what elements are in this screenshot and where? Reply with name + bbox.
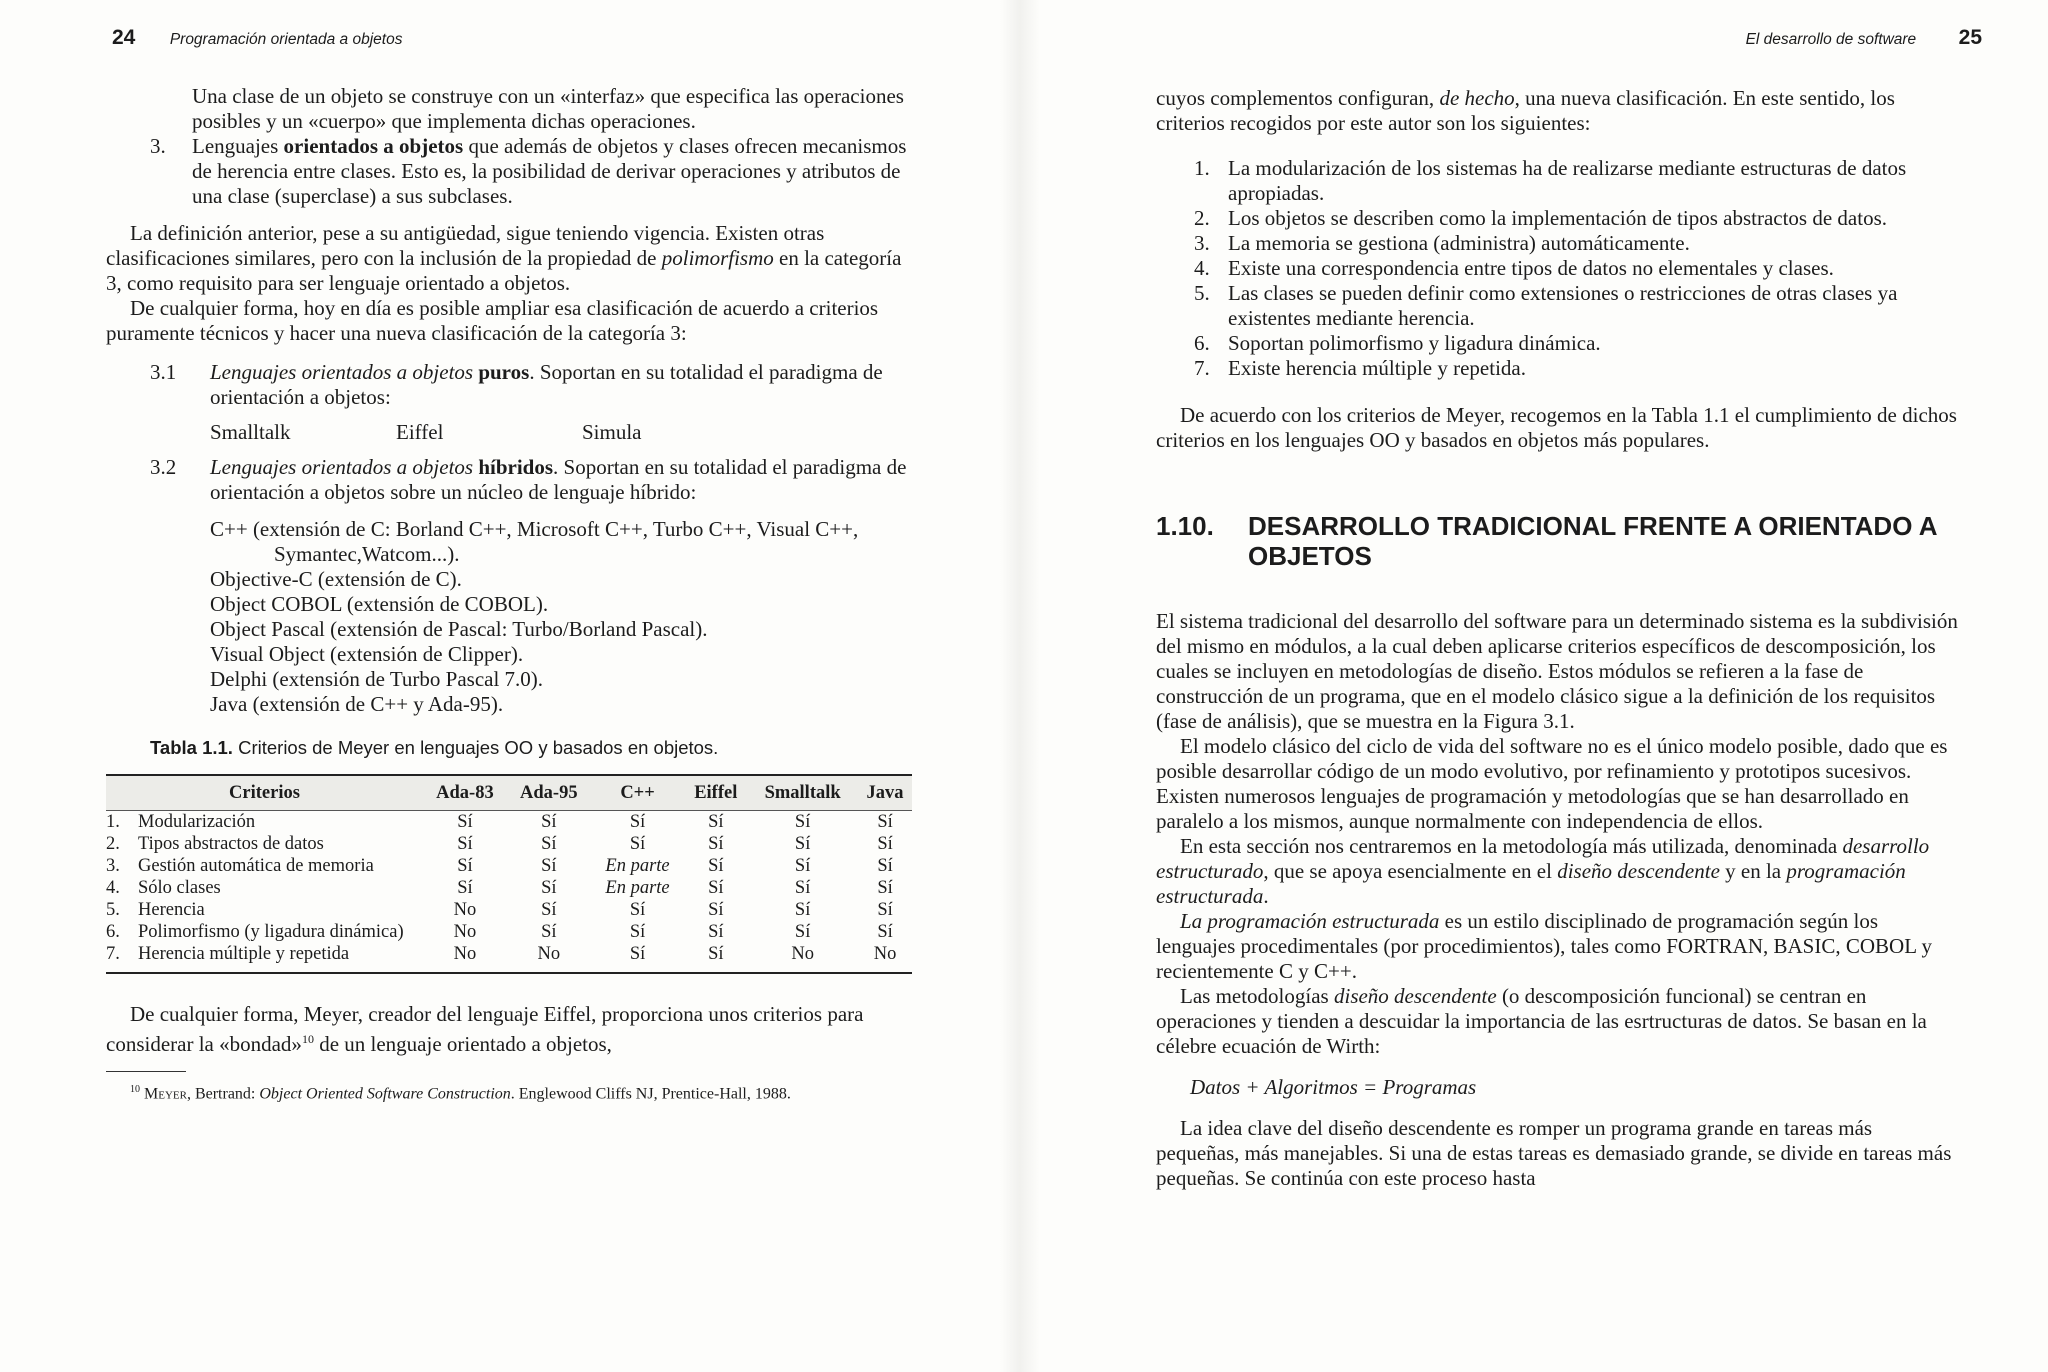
- wirth-formula: Datos + Algoritmos = Programas: [1190, 1075, 1477, 1099]
- text-run-italic: diseño descendente: [1333, 984, 1497, 1008]
- hybrid-language: Java (extensión de C++ y Ada-95).: [210, 692, 504, 716]
- table-caption: [150, 735, 912, 760]
- text-run: En esta sección nos centraremos en la metodología más utilizada, denominada: [1180, 834, 1843, 858]
- hybrid-languages: [210, 517, 912, 717]
- text-run: cuyos complementos configuran,: [1156, 86, 1440, 110]
- paragraph-definition: [106, 221, 912, 296]
- text-run: , una nueva clasificación. En este sentido, los criterios recogidos por este autor son los siguientes:: [1156, 86, 1895, 135]
- value-cell: Sí: [541, 812, 557, 832]
- right-body: [1156, 86, 1960, 1191]
- criterion-cell: Gestión automática de memoria: [138, 856, 374, 876]
- table-row: [106, 811, 912, 834]
- row-number: 6.: [106, 922, 120, 942]
- value-cell: Sí: [541, 900, 557, 920]
- criteria-list: [1194, 156, 1960, 381]
- item-number: 5.: [1194, 281, 1210, 305]
- value-cell: Sí: [629, 834, 646, 854]
- column-header: Criterios: [106, 775, 423, 811]
- value-cell: Sí: [877, 878, 893, 898]
- hybrid-language: Object Pascal (extensión de Pascal: Turbo/Borland Pascal).: [210, 617, 708, 641]
- item-text: Lenguajes: [192, 134, 284, 158]
- table-header-row: [106, 775, 912, 811]
- table-row: [106, 833, 912, 855]
- value-cell: Sí: [794, 856, 811, 876]
- table-caption-text: Criterios de Meyer en lenguajes OO y basados en objetos.: [238, 737, 719, 758]
- column-header: Eiffel: [684, 775, 747, 811]
- column-header: Java: [858, 775, 912, 811]
- value-cell: No: [858, 943, 912, 973]
- running-title: El desarrollo de software: [1745, 31, 1917, 48]
- value-cell: Sí: [629, 812, 646, 832]
- right-page: [1020, 0, 2048, 1372]
- left-header: [112, 26, 402, 50]
- value-cell: Sí: [541, 878, 557, 898]
- item-number: 1.: [1194, 156, 1210, 180]
- paragraph-meyer: [106, 1002, 912, 1057]
- column-header: Ada-95: [507, 775, 591, 811]
- text-run: y en la: [1719, 859, 1787, 883]
- footnote-number: 10: [130, 1084, 140, 1095]
- paragraph-class: Una clase de un objeto se construye con un «interfaz» que especifica las operaciones posibles y un «cuerpo» que implementa dichas operaciones.: [192, 84, 904, 133]
- hybrid-language: Delphi (extensión de Turbo Pascal 7.0).: [210, 667, 544, 691]
- item-number: 3.1: [150, 360, 177, 384]
- criteria-item: [1194, 281, 1960, 331]
- list-item-3: [150, 134, 912, 209]
- text-run: . Soportan en su totalidad el paradigma de orientación a objetos:: [210, 360, 883, 409]
- text-run: De cualquier forma, Meyer, creador del lenguaje Eiffel, proporciona unos criterios para considerar la «bondad»: [106, 1002, 864, 1056]
- value-cell: Sí: [541, 834, 557, 854]
- value-cell: Sí: [708, 922, 724, 942]
- value-cell: Sí: [708, 856, 724, 876]
- footnote-ref: 10: [301, 1032, 314, 1046]
- text-run: Las metodologías: [1180, 984, 1334, 1008]
- item-text: Las clases se pueden definir como extensiones o restricciones de otras clases ya existentes mediante herencia.: [1228, 281, 1898, 330]
- text-run-italic: desarrollo estructurado: [1156, 834, 1930, 883]
- column-header: C++: [591, 775, 685, 811]
- value-cell: Sí: [877, 812, 893, 832]
- item-number: 3.2: [150, 455, 177, 479]
- left-body: [106, 84, 912, 1104]
- item-text: Soportan polimorfismo y ligadura dinámica.: [1228, 331, 1601, 355]
- value-cell: No: [423, 943, 507, 973]
- criteria-item: [1194, 206, 1960, 231]
- row-number: 5.: [106, 900, 120, 920]
- text-run: , que se apoya esencialmente en el: [1263, 859, 1558, 883]
- row-number: 1.: [106, 812, 120, 832]
- value-cell: Sí: [629, 900, 646, 920]
- column-header: Ada-83: [423, 775, 507, 811]
- value-cell: Sí: [877, 856, 893, 876]
- hybrid-language: Object COBOL (extensión de COBOL).: [210, 592, 549, 616]
- paragraph-acuerdo: De acuerdo con los criterios de Meyer, recogemos en la Tabla 1.1 el cumplimiento de dichos criterios en los lenguajes OO y basados en objetos más populares.: [1156, 403, 1957, 452]
- item-text: La memoria se gestiona (administra) automáticamente.: [1228, 231, 1690, 255]
- value-cell: Sí: [457, 834, 473, 854]
- criteria-item: [1194, 331, 1960, 356]
- language-name: Smalltalk: [210, 420, 291, 444]
- text-run-italic: Object Oriented Software Construction: [259, 1085, 511, 1103]
- text-run-italic: de hecho: [1439, 86, 1515, 110]
- text-run: en la categoría 3, como requisito para ser lenguaje orientado a objetos.: [106, 246, 902, 295]
- criterion-cell: Herencia múltiple y repetida: [138, 943, 423, 973]
- value-cell: Sí: [794, 812, 811, 832]
- criterion-cell: Sólo clases: [138, 878, 221, 898]
- value-cell: En parte: [605, 878, 670, 898]
- text-run-italic: polimorfismo: [661, 246, 774, 270]
- criteria-table: [106, 774, 912, 974]
- row-number: 7.: [106, 943, 138, 973]
- text-run: La definición anterior, pese a su antigüedad, sigue teniendo vigencia. Existen otras clasificaciones similares, pero con la inclusión de la propiedad de: [106, 221, 825, 270]
- criterion-cell: Herencia: [138, 900, 205, 920]
- value-cell: Sí: [794, 834, 811, 854]
- page-number: 24: [112, 26, 136, 49]
- table-row: [106, 877, 912, 899]
- value-cell: Sí: [541, 922, 557, 942]
- text-run: Meyer: [144, 1085, 187, 1103]
- text-run: es un estilo disciplinado de programación según los lenguajes procedimentales (por procedimientos), tales como FORTRAN, BASIC, COBOL y recientemente C y C++.: [1156, 909, 1932, 983]
- column-header: Smalltalk: [747, 775, 858, 811]
- value-cell: Sí: [591, 943, 685, 973]
- criterion-cell: Tipos abstractos de datos: [138, 834, 324, 854]
- row-number: 3.: [106, 856, 120, 876]
- criterion-cell: Polimorfismo (y ligadura dinámica): [138, 922, 404, 942]
- footnote: [106, 1080, 912, 1104]
- value-cell: No: [453, 922, 477, 942]
- value-cell: Sí: [457, 878, 473, 898]
- value-cell: En parte: [605, 856, 670, 876]
- table-row: [106, 921, 912, 943]
- table-row: [106, 855, 912, 877]
- text-run-italic: La programación estructurada: [1180, 909, 1440, 933]
- paragraph-sistema: El sistema tradicional del desarrollo del software para un determinado sistema es la subdivisión del mismo en módulos, a la cual deben aplicarse criterios específicos de descomposición, los cuales se incluyen en metodologías de diseño. Estos módulos se refieren a la fase de construcción de un programa, que en el modelo clásico sigue a la definición de los requisitos (fase de análisis), que se muestra en la Figura 3.1.: [1156, 609, 1958, 733]
- paragraph-idea: La idea clave del diseño descendente es romper un programa grande en tareas más pequeñas, más manejables. Si una de estas tareas es demasiado grande, se divide en tareas más pequeñas. Se continúa con este proceso hasta: [1156, 1116, 1952, 1190]
- table-row: [106, 899, 912, 921]
- paragraph-programacion: [1156, 909, 1960, 984]
- text-run: . Soportan en su totalidad el paradigma de orientación a objetos sobre un núcleo de lenguaje híbrido:: [210, 455, 907, 504]
- right-header: [1746, 26, 1982, 50]
- language-name: Eiffel: [396, 420, 444, 444]
- item-text: Los objetos se describen como la implementación de tipos abstractos de datos.: [1228, 206, 1887, 230]
- paragraph-any-form: De cualquier forma, hoy en día es posible ampliar esa clasificación de acuerdo a criterios puramente técnicos y hacer una nueva clasificación de la categoría 3:: [106, 296, 879, 345]
- value-cell: No: [747, 943, 858, 973]
- row-number: 2.: [106, 834, 120, 854]
- paragraph-continuation: [1156, 86, 1960, 136]
- section-title: DESARROLLO TRADICIONAL FRENTE A ORIENTADO A OBJETOS: [1248, 511, 1937, 571]
- section-heading: [1156, 511, 1960, 571]
- value-cell: Sí: [629, 922, 646, 942]
- criteria-item: [1194, 256, 1960, 281]
- page-number: 25: [1958, 26, 1982, 49]
- item-number: 4.: [1194, 256, 1210, 280]
- value-cell: Sí: [457, 812, 473, 832]
- value-cell: Sí: [794, 900, 811, 920]
- value-cell: Sí: [708, 900, 724, 920]
- left-page: [0, 0, 1000, 1372]
- criteria-item: [1194, 356, 1960, 381]
- criteria-item: [1194, 231, 1960, 256]
- text-run: . Englewood Cliffs NJ, Prentice-Hall, 1988.: [510, 1085, 791, 1103]
- value-cell: Sí: [684, 943, 747, 973]
- value-cell: Sí: [457, 856, 473, 876]
- pure-languages: [210, 420, 912, 445]
- value-cell: Sí: [877, 922, 893, 942]
- criteria-item: [1194, 156, 1960, 206]
- section-number: 1.10.: [1156, 511, 1214, 541]
- hybrid-language: C++ (extensión de C: Borland C++, Microsoft C++, Turbo C++, Visual C++, Symantec,Watcom...).: [210, 517, 859, 566]
- value-cell: Sí: [794, 922, 811, 942]
- value-cell: No: [507, 943, 591, 973]
- criterion-cell: Modularización: [138, 812, 256, 832]
- item-text: Existe una correspondencia entre tipos de datos no elementales y clases.: [1228, 256, 1834, 280]
- value-cell: Sí: [708, 834, 724, 854]
- item-number: 6.: [1194, 331, 1210, 355]
- footnote-rule: [106, 1071, 186, 1072]
- item-text: La modularización de los sistemas ha de realizarse mediante estructuras de datos apropiadas.: [1228, 156, 1907, 205]
- item-text-bold: orientados a objetos: [283, 134, 464, 158]
- value-cell: Sí: [708, 812, 724, 832]
- item-number: 7.: [1194, 356, 1210, 380]
- row-number: 4.: [106, 878, 120, 898]
- value-cell: No: [453, 900, 477, 920]
- paragraph-seccion: [1156, 834, 1960, 909]
- text-run-italic: diseño descendente: [1557, 859, 1720, 883]
- item-number: 3.: [150, 134, 166, 158]
- subitem-3-2: [150, 455, 912, 505]
- hybrid-language: Visual Object (extensión de Clipper).: [210, 642, 524, 666]
- item-text: que además de objetos y clases ofrecen mecanismos de herencia entre clases. Esto es, la posibilidad de derivar operaciones y atributos de una clase (superclase) a sus subclases.: [192, 134, 907, 208]
- item-text: Existe herencia múltiple y repetida.: [1228, 356, 1526, 380]
- value-cell: Sí: [877, 834, 893, 854]
- subitem-3-1: [150, 360, 912, 410]
- value-cell: Sí: [794, 878, 811, 898]
- text-run-italic: Lenguajes orientados a objetos: [210, 455, 474, 479]
- value-cell: Sí: [708, 878, 724, 898]
- paragraph-modelo: El modelo clásico del ciclo de vida del software no es el único modelo posible, dado que es posible desarrollar código de un modo evolutivo, por refinamiento y prototipos sucesivos. Existen numerosos lenguajes de programación y metodologías que se han desarrollado en paralelo a los mismos, aunque normalmente con independencia de ellos.: [1156, 734, 1948, 833]
- text-run: .: [1263, 884, 1269, 908]
- table-row: [106, 943, 912, 973]
- value-cell: Sí: [877, 900, 893, 920]
- text-run-bold: híbridos: [478, 455, 554, 479]
- running-title: Programación orientada a objetos: [169, 31, 403, 48]
- language-name: Simula: [582, 420, 642, 444]
- item-number: 2.: [1194, 206, 1210, 230]
- text-run: de un lenguaje orientado a objetos,: [313, 1032, 612, 1056]
- paragraph-metodologias: [1156, 984, 1960, 1059]
- table-body: [106, 811, 912, 974]
- value-cell: Sí: [541, 856, 557, 876]
- item-number: 3.: [1194, 231, 1210, 255]
- hybrid-language: Objective-C (extensión de C).: [210, 567, 462, 591]
- text-run: , Bertrand:: [186, 1085, 260, 1103]
- text-run-italic: programación estructurada: [1156, 859, 1906, 908]
- text-run: (o descomposición funcional) se centran en operaciones y tienden a descuidar la importancia de las esrtructuras de datos. Se basan en la célebre ecuación de Wirth:: [1156, 984, 1927, 1058]
- table-label: Tabla 1.1.: [150, 737, 233, 758]
- text-run-bold: puros: [478, 360, 530, 384]
- text-run-italic: Lenguajes orientados a objetos: [210, 360, 474, 384]
